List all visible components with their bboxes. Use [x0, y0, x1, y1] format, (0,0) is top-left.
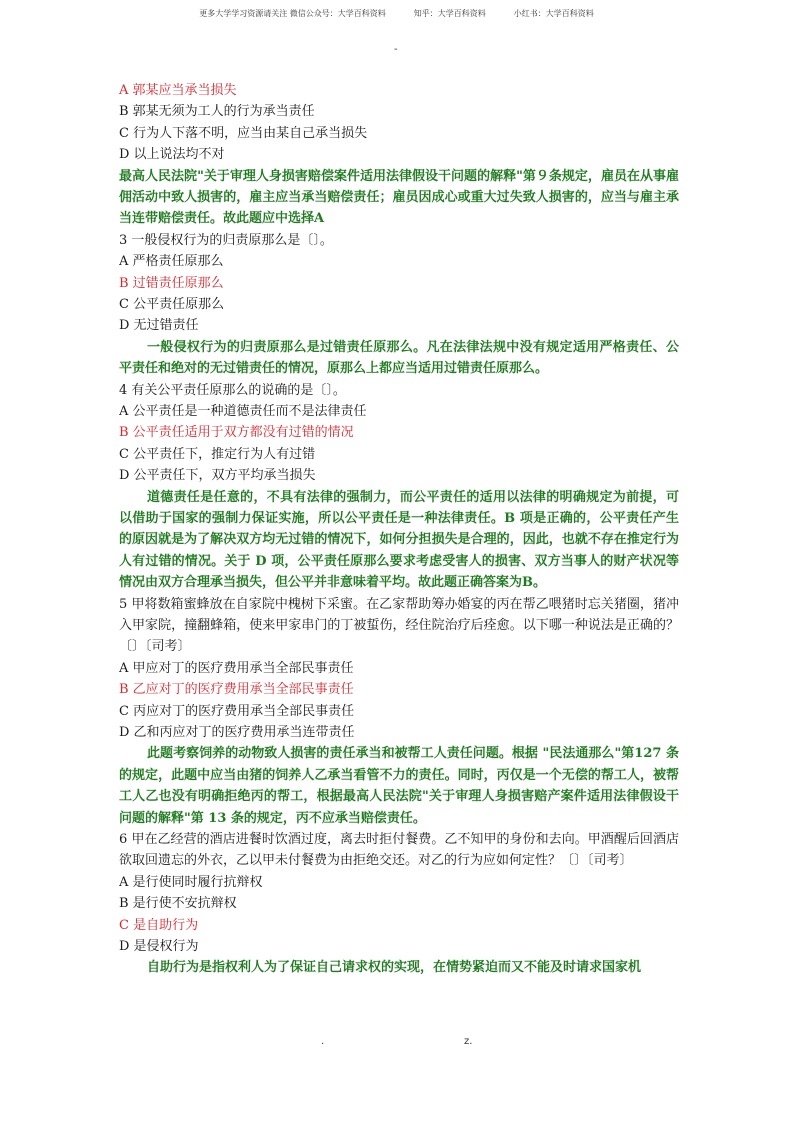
- q6-option-d: D 是侵权行为: [119, 938, 199, 954]
- q2-explanation: 最高人民法院"关于审理人身损害赔偿案件适用法律假设干问题的解释"第９条规定，雇员在从事雇佣活动中致人损害的，雇主应当承当赔偿责任；雇员因成心或重大过失致人损害的，应当与雇主承当连带赔偿责任。故此题应中选择A: [119, 168, 679, 227]
- top-mark: -: [394, 44, 398, 55]
- header-xiaohongshu: 小红书：大学百科资料: [513, 9, 594, 18]
- q4-option-b-answer: B 公平责任适用于双方都没有过错的情况: [119, 425, 354, 441]
- footer-right-mark: z.: [464, 1036, 473, 1047]
- q3-option-b-answer: B 过错责任原那么: [119, 275, 224, 291]
- q3-option-a: A 严格责任原那么: [119, 254, 224, 270]
- q3-option-c: C 公平责任原那么: [119, 296, 225, 312]
- q5-explanation: 此题考察饲养的动物致人损害的责任承当和被帮工人责任问题。根据 "民法通那么"第127 条的规定，此题中应当由猪的饲养人乙承当看管不力的责任。同时，丙仅是一个无偿的帮工人，被帮工人乙也没有明确拒绝丙的帮工，根据最高人民法院"关于审理人身损害赔产案件适用法律假设干问题的解释"第 13 条的规定，丙不应承当赔偿责任。: [119, 746, 679, 826]
- header-wechat: 更多大学学习资源请关注 微信公众号：大学百科资料: [199, 9, 386, 18]
- q2-option-b: B 郭某无须为工人的行为承当责任: [119, 104, 315, 120]
- q5-option-b-answer: B 乙应对丁的医疗费用承当全部民事责任: [119, 682, 354, 698]
- q4-option-c: C 公平责任下，推定行为人有过错: [119, 446, 316, 462]
- q4-option-a: A 公平责任是一种道德责任而不是法律责任: [119, 403, 367, 419]
- document-body: [119, 80, 679, 979]
- q6-option-b: B 是行使不安抗辩权: [119, 896, 237, 912]
- header-zhihu: 知乎：大学百科资料: [413, 9, 486, 18]
- q6-option-a: A 是行使同时履行抗辩权: [119, 874, 263, 890]
- q3-question: 3 一般侵权行为的归责原那么是〔〕。: [119, 232, 333, 248]
- q4-option-d: D 公平责任下，双方平均承当损失: [119, 468, 316, 484]
- q6-question: 6 甲在乙经营的酒店进餐时饮酒过度，离去时拒付餐费。乙不知甲的身份和去向。甲酒醒后回酒店欲取回遗忘的外衣，乙以甲未付餐费为由拒绝交还。对乙的行为应如何定性？〔〕〔司考〕: [119, 831, 679, 869]
- q2-option-d: D 以上说法均不对: [119, 147, 225, 163]
- q6-option-c-answer: C 是自助行为: [119, 917, 199, 933]
- q2-option-a-answer: A 郭某应当承当损失: [119, 83, 237, 98]
- q5-option-c: C 丙应对丁的医疗费用承当全部民事责任: [119, 703, 355, 719]
- q3-option-d: D 无过错责任: [119, 318, 199, 334]
- footer-left-mark: .: [321, 1036, 325, 1047]
- q4-question: 4 有关公平责任原那么的说确的是〔〕。: [119, 382, 346, 398]
- q5-option-a: A 甲应对丁的医疗费用承当全部民事责任: [119, 660, 354, 676]
- page-header: [0, 8, 793, 19]
- q3-explanation: 一般侵权行为的归责原那么是过错责任原那么。凡在法律法规中没有规定适用严格责任、公平责任和绝对的无过错责任的情况，原那么上都应当适用过错责任原那么。: [119, 339, 679, 377]
- q5-option-d: D 乙和丙应对丁的医疗费用承当连带责任: [119, 724, 355, 740]
- q5-question: 5 甲将数箱蜜蜂放在自家院中槐树下采蜜。在乙家帮助筹办婚宴的丙在帮乙喂猪时忘关猪圈，猪冲入甲家院，撞翻蜂箱，使来甲家串门的丁被蜇伤，经住院治疗后痊愈。以下哪一种说法是正确的？〔〕〔司考〕: [119, 596, 679, 655]
- q4-explanation: 道德责任是任意的，不具有法律的强制力，而公平责任的适用以法律的明确规定为前提，可以借助于国家的强制力保证实施，所以公平责任是一种法律责任。B 项是正确的，公平责任产生的原因就是为了解决双方均无过错的情况下，如何分担损失是合理的，因此，也就不存在推定行为人有过错的情况。关于 D 项，公平责任原那么要求考虑受害人的损害、双方当事人的财产状况等情况由双方合理承当损失，但公平并非意味着平均。故此题正确答案为B。: [119, 489, 679, 591]
- q6-explanation: 自助行为是指权利人为了保证自己请求权的实现，在情势紧迫而又不能及时请求国家机: [147, 960, 642, 976]
- q2-option-c: C 行为人下落不明，应当由某自己承当损失: [119, 125, 368, 141]
